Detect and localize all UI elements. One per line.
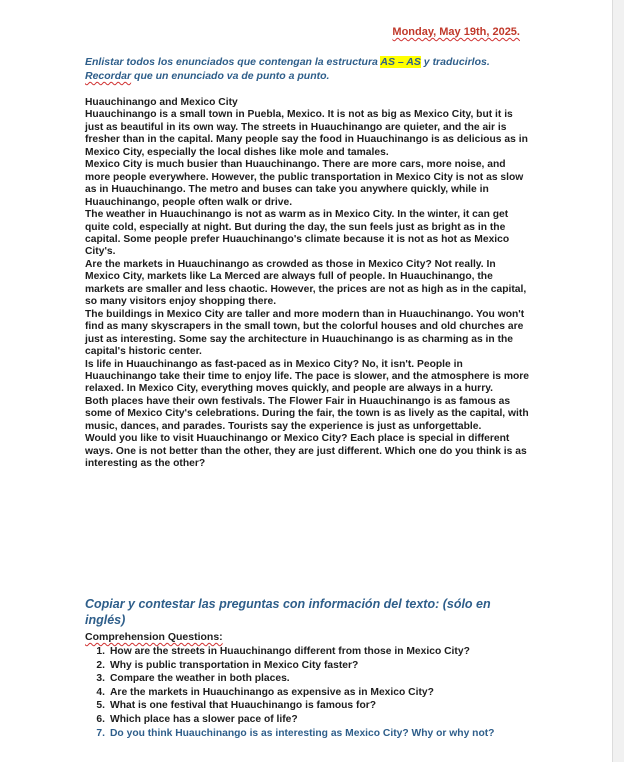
story-paragraph: The weather in Huauchinango is not as warm as in Mexico City. In the winter, it can get quite cold, especially at night. But during the day, the sun feels just as bright as in the capital. Some people prefer Huauchinango's climate because it is not as hot as Mexico City's. bbox=[85, 209, 510, 258]
question-text: Are the markets in Huauchinango as expensive as in Mexico City? bbox=[110, 686, 434, 698]
date-text: Monday, May 19th, 2025. bbox=[392, 26, 520, 38]
question-item bbox=[85, 686, 525, 700]
question-item bbox=[85, 659, 525, 673]
story-paragraph: Is life in Huauchinango as fast-paced as in Mexico City? No, it isn't. People in Huauchinango take their time to enjoy life. The pace is slower, and the atmosphere is more relaxed. In Mexico City, everything moves quickly, and people are always in a hurry. bbox=[85, 358, 530, 395]
comprehension-title-text: Comprehension Questions: bbox=[85, 631, 223, 643]
instructions-highlight: AS – AS bbox=[380, 56, 421, 68]
question-text: Compare the weather in both places. bbox=[110, 673, 290, 685]
question-number: 7. bbox=[96, 727, 105, 739]
comprehension-questions bbox=[85, 645, 525, 740]
story-title: Huauchinango and Mexico City bbox=[85, 97, 238, 108]
story-paragraph: Both places have their own festivals. The Flower Fair in Huauchinango is as famous as some of Mexico City's celebrations. During the fair, the town is as lively as the capital, with music, dances, and parades. Tourists say the experience is just as unforgettable. bbox=[85, 395, 529, 432]
document-date bbox=[392, 26, 520, 38]
question-number: 4. bbox=[96, 686, 105, 698]
question-item bbox=[85, 672, 525, 686]
instructions bbox=[85, 55, 525, 83]
question-item bbox=[85, 645, 525, 659]
story-paragraph: Mexico City is much busier than Huauchinango. There are more cars, more noise, and more people everywhere. However, the public transportation in Mexico City is not as slow as in Huauchinango. The metro and buses can take you anywhere quickly, while in Huauchinango, people often walk or drive. bbox=[85, 159, 524, 208]
question-item bbox=[85, 727, 525, 741]
vertical-scrollbar[interactable] bbox=[612, 0, 624, 762]
question-text: How are the streets in Huauchinango different from those in Mexico City? bbox=[110, 646, 470, 657]
question-text: What is one festival that Huauchinango is famous for? bbox=[110, 700, 377, 712]
instructions-line1-start: Enlistar todos los enunciados que contengan la estructura bbox=[85, 56, 381, 68]
question-number: 3. bbox=[96, 673, 105, 685]
story-paragraph: The buildings in Mexico City are taller and more modern than in Huauchinango. You won't find as many skyscrapers in the small town, but the colorful houses and old churches are just as interesting. Some say the architecture in Huauchinango is as charming as in the capital's historic center. bbox=[85, 308, 525, 358]
questions-heading: Copiar y contestar las preguntas con información del texto: (sólo en inglés) bbox=[85, 597, 491, 627]
question-number: 5. bbox=[96, 700, 105, 712]
story-paragraph: Are the markets in Huauchinango as crowded as those in Mexico City? Not really. In Mexico City, markets like La Merced are always full of people. In Huauchinango, the markets are smaller and less chaotic. However, the prices are not as high as in the capital, so many visitors enjoy shopping there. bbox=[85, 258, 527, 308]
instructions-line2: que un enunciado va de punto a punto. bbox=[131, 70, 330, 82]
story bbox=[85, 97, 530, 471]
question-text: Do you think Huauchinango is as interesting as Mexico City? Why or why not? bbox=[110, 727, 495, 739]
question-item bbox=[85, 713, 525, 727]
question-number: 2. bbox=[96, 659, 105, 671]
instructions-line1-end: y traducirlos. bbox=[420, 56, 490, 68]
question-number: 6. bbox=[96, 713, 105, 725]
question-text: Which place has a slower pace of life? bbox=[110, 713, 298, 725]
question-item bbox=[85, 699, 525, 713]
instructions-recordar: Recordar bbox=[85, 70, 132, 82]
story-paragraph: Huauchinango is a small town in Puebla, Mexico. It is not as big as Mexico City, but it is just as beautiful in its own way. The streets in Huauchinango are quieter, and the air is fresher than in the capital. Many people say the food in Huauchinango is as delicious as in Mexico City, especially the local dishes like mole and tamales. bbox=[85, 109, 528, 158]
story-paragraph: Would you like to visit Huauchinango or Mexico City? Each place is special in different ways. One is not better than the other, they are just different. Which one do you think is as interesting as the other? bbox=[85, 433, 527, 470]
question-number: 1. bbox=[96, 646, 105, 657]
question-text: Why is public transportation in Mexico City faster? bbox=[110, 659, 359, 671]
comprehension-title bbox=[85, 631, 223, 643]
